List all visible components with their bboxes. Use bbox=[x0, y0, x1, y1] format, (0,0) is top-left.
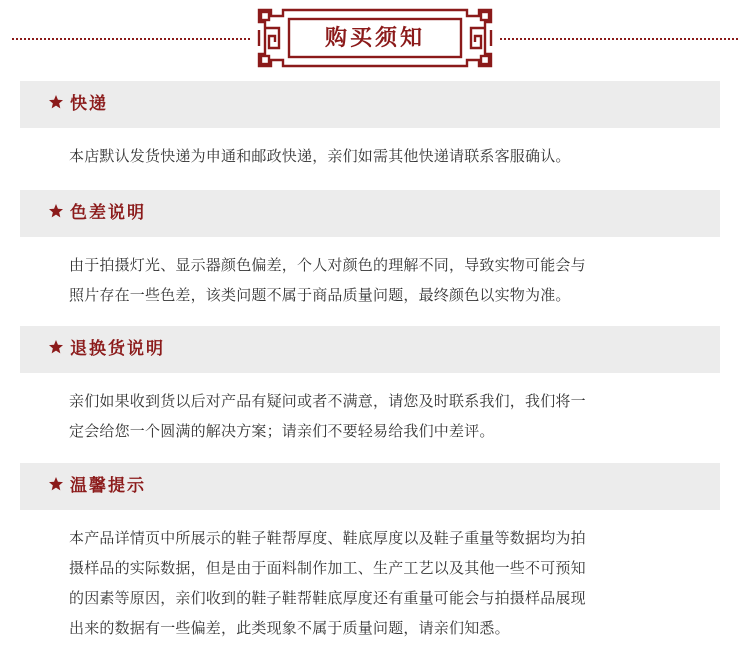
section-title: 退换货说明 bbox=[70, 339, 165, 359]
body-line: 照片存在一些色差，该类问题不属于商品质量问题，最终颜色以实物为准。 bbox=[69, 286, 571, 304]
body-line: 由于拍摄灯光、显示器颜色偏差，个人对颜色的理解不同，导致实物可能会与 bbox=[69, 256, 586, 274]
section-shipping bbox=[0, 81, 750, 181]
section-color-difference bbox=[0, 190, 750, 320]
body-line: 亲们如果收到货以后对产品有疑问或者不满意，请您及时联系我们，我们将一 bbox=[69, 392, 586, 410]
section-title-bar bbox=[20, 326, 720, 373]
star-icon bbox=[48, 476, 64, 492]
body-line: 定会给您一个圆满的解决方案；请亲们不要轻易给我们中差评。 bbox=[69, 422, 495, 440]
star-icon bbox=[48, 94, 64, 110]
body-line: 出来的数据有一些偏差，此类现象不属于质量问题，请亲们知悉。 bbox=[69, 619, 510, 637]
section-body bbox=[69, 141, 687, 171]
section-title-bar bbox=[20, 463, 720, 510]
body-line: 本店默认发货快递为申通和邮政快递，亲们如需其他快递请联系客服确认。 bbox=[69, 147, 571, 165]
page-title: 购买须知 bbox=[324, 25, 425, 51]
section-title: 快递 bbox=[70, 94, 108, 114]
star-icon bbox=[48, 203, 64, 219]
section-tips bbox=[0, 463, 750, 653]
page-header bbox=[0, 0, 750, 78]
header-badge bbox=[253, 6, 497, 70]
section-title-bar bbox=[20, 81, 720, 128]
section-body bbox=[69, 523, 687, 643]
section-returns bbox=[0, 326, 750, 456]
body-line: 本产品详情页中所展示的鞋子鞋帮厚度、鞋底厚度以及鞋子重量等数据均为拍 bbox=[69, 529, 586, 547]
body-line: 的因素等原因，亲们收到的鞋子鞋帮鞋底厚度还有重量可能会与拍摄样品展现 bbox=[69, 589, 586, 607]
body-line: 摄样品的实际数据，但是由于面料制作加工、生产工艺以及其他一些不可预知 bbox=[69, 559, 586, 577]
star-icon bbox=[48, 339, 64, 355]
section-title: 色差说明 bbox=[70, 203, 146, 223]
section-title-bar bbox=[20, 190, 720, 237]
section-body bbox=[69, 250, 687, 310]
section-body bbox=[69, 386, 687, 446]
section-title: 温馨提示 bbox=[70, 476, 146, 496]
header-dotted-line-left bbox=[12, 38, 250, 40]
header-dotted-line-right bbox=[500, 38, 738, 40]
